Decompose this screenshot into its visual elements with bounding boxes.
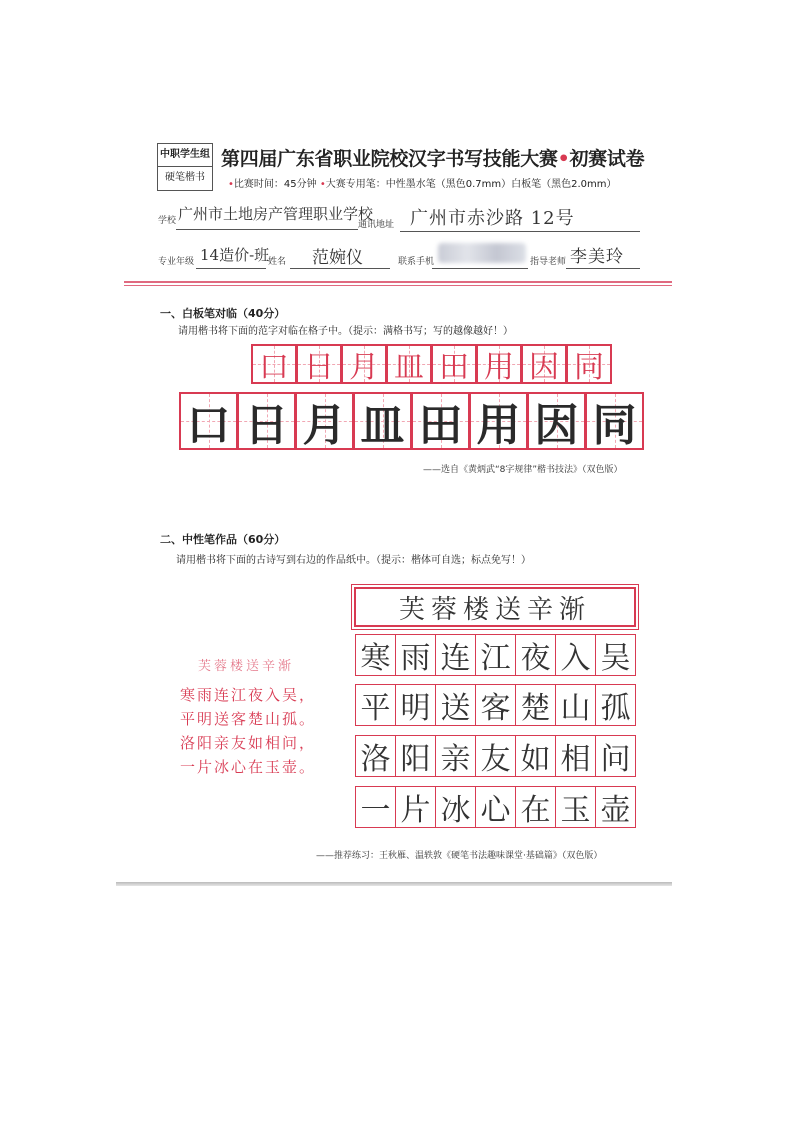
work-char: 片 [400,793,431,828]
section2-title: 二、中性笔作品（60分） [160,533,286,546]
model-cell [566,344,612,384]
work-title: 芙蓉楼送辛渐 [398,594,591,625]
work-cell [435,786,476,828]
poem-line-4: 一片冰心在玉壶。 [180,758,317,776]
work-char: 平 [360,691,391,726]
work-char: 如 [520,742,551,777]
subtitle-time: 比赛时间：45分钟 [233,179,317,190]
model-cell [341,344,387,384]
written-char: 口 [186,400,231,451]
work-cell [395,684,436,726]
written-char: 皿 [360,400,405,451]
work-cell [475,735,516,777]
title-main: 第四届广东省职业院校汉字书写技能大赛 [221,148,558,170]
header-divider-1 [124,281,672,283]
work-cell [355,634,396,676]
work-cell [595,735,636,777]
bullet-1: • [228,179,234,190]
class-underline [196,268,266,269]
work-cell [395,634,436,676]
section1-desc: 请用楷书将下面的范字对临在格子中。（提示：满格书写；写的越像越好！） [178,326,513,337]
work-char: 壶 [600,793,631,828]
subtitle-pens: 大赛专用笔：中性墨水笔（黑色0.7mm）白板笔（黑色2.0mm） [325,179,617,190]
written-cell [411,392,470,450]
model-cell [386,344,432,384]
class-label: 专业年级 [158,257,195,267]
work-char: 客 [480,691,511,726]
written-char: 因 [534,400,579,451]
work-char: 一 [360,793,391,828]
model-char: 皿 [394,350,424,385]
work-cell [595,786,636,828]
model-cell [251,344,297,384]
work-char: 阳 [400,742,431,777]
poem-title: 芙蓉楼送辛渐 [198,659,295,674]
work-cell [515,786,556,828]
teacher-label: 指导老师 [530,257,567,267]
work-cell [555,735,596,777]
work-char: 山 [560,691,591,726]
name-value: 范婉仪 [312,248,363,268]
work-char: 玉 [560,793,591,828]
work-cell [555,634,596,676]
work-char: 雨 [400,641,431,676]
written-cell [237,392,296,450]
work-char: 问 [600,742,631,777]
written-cell [179,392,238,450]
work-paper [354,587,636,835]
model-cell [296,344,342,384]
phone-label: 联系手机 [398,257,435,267]
work-char: 吴 [600,641,631,676]
phone-underline [432,268,528,269]
poem-line-1: 寒雨连江夜入吴， [180,686,317,704]
work-char: 江 [480,641,511,676]
title-dot: • [557,148,570,170]
phone-redacted [438,243,526,263]
work-cell [395,786,436,828]
bottom-divider [116,882,672,886]
section2-source: ——推荐练习：王秋雁、温轶敦《硬笔书法趣味课堂·基础篇》（双色版） [316,851,603,861]
written-char: 田 [418,400,463,451]
poem-line-2: 平明送客楚山孤。 [180,710,317,728]
badge-top: 中职学生组 [158,144,212,167]
written-cell [585,392,644,450]
teacher-underline [566,268,640,269]
work-char: 亲 [440,742,471,777]
work-char: 楚 [520,691,551,726]
model-char: 同 [574,350,604,385]
work-cell [355,684,396,726]
work-char: 相 [560,742,591,777]
model-char: 因 [529,350,559,385]
title-suffix: 初赛试卷 [569,148,645,170]
work-cell [555,786,596,828]
work-char: 明 [400,691,431,726]
work-char: 入 [560,641,591,676]
work-char: 心 [480,793,511,828]
work-cell [395,735,436,777]
address-value: 广州市赤沙路 12号 [410,208,575,229]
model-char: 月 [349,350,379,385]
badge-bottom: 硬笔楷书 [165,172,205,183]
written-char: 月 [302,400,347,451]
model-character-row [252,344,612,384]
school-label: 学校 [158,216,177,226]
work-cell [515,684,556,726]
address-underline [400,231,640,232]
school-underline [176,229,358,230]
model-char: 口 [259,350,289,385]
name-underline [290,268,390,269]
work-cell [435,735,476,777]
work-cell [355,786,396,828]
name-label: 姓名 [268,257,287,267]
written-cell [469,392,528,450]
section1-title: 一、白板笔对临（40分） [160,307,286,320]
bullet-2: • [319,179,326,190]
work-char: 送 [440,691,471,726]
work-title-box [354,587,636,627]
model-cell [476,344,522,384]
work-char: 在 [520,793,551,828]
work-cell [555,684,596,726]
work-cell [475,634,516,676]
written-cell [295,392,354,450]
header-divider-2 [124,285,672,286]
class-value: 14造价-班 [200,246,270,264]
section2-desc: 请用楷书将下面的古诗写到右边的作品纸中。（提示：楷体可自选；标点免写！） [176,555,531,566]
teacher-value: 李美玲 [570,247,624,267]
model-char: 日 [304,350,334,385]
work-char: 连 [440,641,471,676]
exam-subtitle [228,175,617,190]
work-cell [595,684,636,726]
model-cell [431,344,477,384]
work-cell [435,684,476,726]
written-char: 日 [244,400,289,451]
work-char: 孤 [600,691,631,726]
work-cell [595,634,636,676]
work-char: 友 [480,742,511,777]
work-cell [475,684,516,726]
section1-source: ——选自《黄炳武“8字规律”楷书技法》（双色版） [423,465,623,475]
work-char: 冰 [440,793,471,828]
model-char: 田 [439,350,469,385]
writing-character-row [180,392,644,450]
written-cell [353,392,412,450]
exam-title [221,144,644,171]
written-cell [527,392,586,450]
poem-line-3: 洛阳亲友如相问， [180,734,317,752]
written-char: 同 [592,400,637,451]
address-label: 通讯地址 [358,220,395,230]
work-char: 洛 [360,742,391,777]
school-value: 广州市土地房产管理职业学校 [178,205,374,223]
work-cell [355,735,396,777]
work-char: 夜 [520,641,551,676]
written-char: 用 [476,400,521,451]
work-cell [475,786,516,828]
model-cell [521,344,567,384]
work-cell [515,735,556,777]
model-char: 用 [484,350,514,385]
work-cell [515,634,556,676]
work-char: 寒 [360,641,391,676]
category-badge [157,143,213,191]
work-cell [435,634,476,676]
